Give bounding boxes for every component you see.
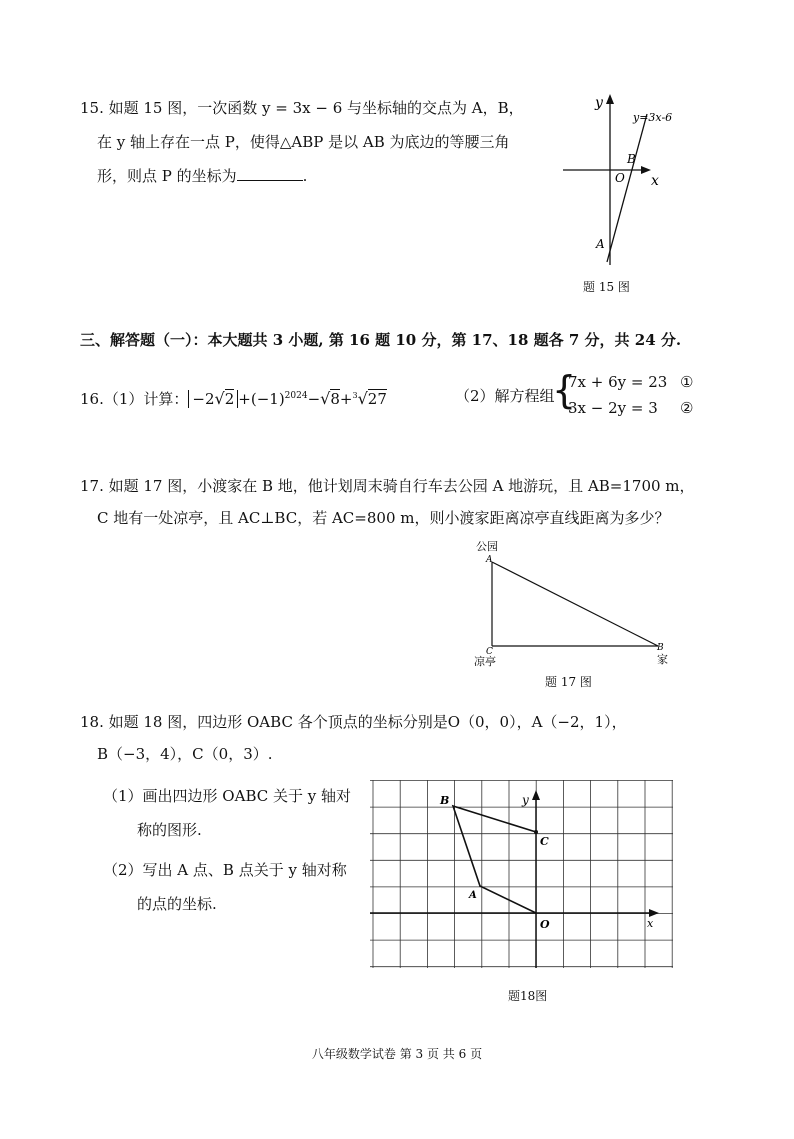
section3-title: 三、解答题（一）：本大题共 3 小题, 第 16 题 10 分，第 17、18 题各 7 分，共 24 分. xyxy=(80,331,682,349)
q15-y-label: y xyxy=(595,95,603,111)
q17-point-C: C xyxy=(486,647,493,657)
q16-part1: 16.（1）计算： $-2√2 +(-1)^{2024}-√8+^3√27$ xyxy=(80,389,387,408)
q18-line1: 18. 如题 18 图，四边形 OABC 各个顶点的坐标分别是O（0，0），A（−2，1）， xyxy=(80,713,627,731)
q18-point-A: A xyxy=(469,890,477,901)
q18-y-label: y xyxy=(522,793,529,807)
q16-eq2: 3x − 2y = 3 xyxy=(568,399,658,417)
q15-figure xyxy=(555,90,695,270)
q18-sub1a: （1）画出四边形 OABC 关于 y 轴对 xyxy=(103,787,351,805)
q15-line xyxy=(607,114,647,262)
answer-blank[interactable] xyxy=(237,166,303,181)
q17-line2: C 地有一处凉亭，且 AC⊥BC，若 AC=800 m，则小渡家距离凉亭直线距离为多少？ xyxy=(97,509,670,527)
q18-sub2b: 的点的坐标. xyxy=(137,895,217,913)
abs-value: −2√2 xyxy=(188,390,238,408)
q17-figure xyxy=(470,538,680,670)
q18-dot-C xyxy=(534,830,538,834)
q18-point-B: B xyxy=(440,794,450,807)
q18-sub2a: （2）写出 A 点、B 点关于 y 轴对称 xyxy=(103,861,347,879)
q15-point-A: A xyxy=(596,237,605,251)
q17-point-B: B xyxy=(657,643,664,653)
q15-x-arrow xyxy=(641,166,651,174)
q18-grid-figure xyxy=(370,780,700,970)
q17-park-label: 公园 xyxy=(476,540,498,553)
q18-caption: 题18图 xyxy=(508,989,548,1003)
q16-part2-label: （2）解方程组 xyxy=(455,387,555,405)
q16-mark1: ① xyxy=(680,373,694,391)
q17-caption: 题 17 图 xyxy=(545,675,592,689)
q15-y-arrow xyxy=(606,94,614,104)
equation-brace: { xyxy=(552,368,577,412)
q15-line1: 15. 如题 15 图，一次函数 y = 3x − 6 与坐标轴的交点为 A，B， xyxy=(80,99,524,117)
q18-quadrilateral xyxy=(453,806,536,913)
q15-origin-O: O xyxy=(615,171,625,185)
q15-line2: 在 y 轴上存在一点 P，使得△ABP 是以 AB 为底边的等腰三角 xyxy=(97,133,510,151)
q18-x-label: x xyxy=(647,917,654,930)
q18-point-C: C xyxy=(540,835,549,848)
q18-grid xyxy=(370,780,673,968)
q15-x-label: x xyxy=(651,173,659,189)
page-footer: 八年级数学试卷 第 3 页 共 6 页 xyxy=(311,1047,483,1061)
q18-line2: B（−3，4），C（0，3）. xyxy=(97,745,273,763)
q18-y-arrow xyxy=(532,790,540,800)
q17-point-A: A xyxy=(486,555,493,565)
q16-mark2: ② xyxy=(680,399,694,417)
q15-equation: y = 3x − 6 xyxy=(262,99,343,117)
q17-pavilion-label: 凉亭 xyxy=(474,655,496,668)
q15-point-B: B xyxy=(627,152,636,166)
q15-line-label: y=3x-6 xyxy=(633,111,673,124)
q18-origin-O: O xyxy=(540,918,550,931)
q17-side-AB xyxy=(492,562,658,646)
q16-eq1: 7x + 6y = 23 xyxy=(568,373,668,391)
q17-line1: 17. 如题 17 图，小渡家在 B 地，他计划周末骑自行车去公园 A 地游玩，且 AB=1700 m， xyxy=(80,477,695,495)
q18-x-arrow xyxy=(649,909,659,917)
q15-line3: 形，则点 P 的坐标为 . xyxy=(97,167,308,185)
q18-sub1b: 称的图形. xyxy=(137,821,202,839)
q17-home-label: 家 xyxy=(657,653,668,666)
q15-caption: 题 15 图 xyxy=(583,280,630,294)
